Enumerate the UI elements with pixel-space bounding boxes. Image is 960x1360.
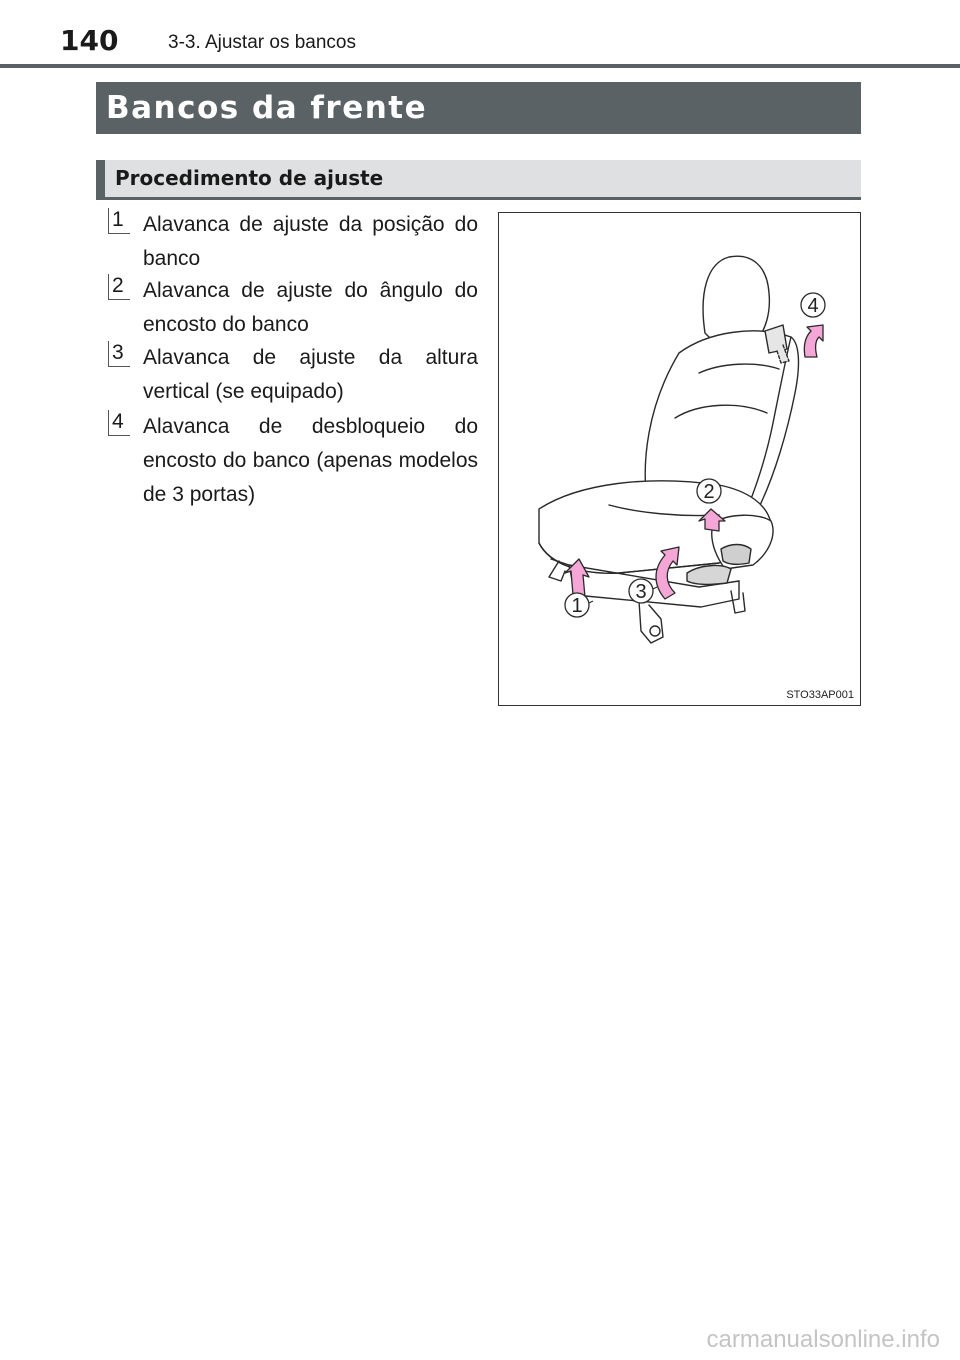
callout-label-2: 2 [703, 481, 715, 503]
callout-label-4: 4 [807, 295, 819, 317]
running-header: 3-3. Ajustar os bancos [168, 32, 356, 53]
item-text: Alavanca de ajuste da altura vertical (se equipado) [143, 346, 478, 403]
arrow-4 [804, 325, 823, 357]
subsection-title: Procedimento de ajuste [115, 166, 384, 190]
list-item [108, 341, 478, 409]
page-number: 140 [60, 24, 119, 57]
seat-drawing [499, 213, 860, 705]
list-item [108, 208, 478, 276]
seat-illustration [498, 212, 861, 706]
headrest-shape [703, 256, 769, 341]
callout-label-1: 1 [571, 595, 583, 617]
item-number: 2 [108, 274, 130, 300]
item-text: Alavanca de ajuste da posição do banco [143, 213, 478, 270]
section-title: Bancos da frente [106, 90, 428, 126]
subsection-heading-bar [96, 160, 861, 200]
header-rule [0, 64, 960, 68]
item-text: Alavanca de ajuste do ângulo do encosto do banco [143, 279, 478, 336]
list-item [108, 410, 478, 512]
callout-label-3: 3 [635, 581, 647, 603]
item-number: 3 [108, 341, 130, 367]
item-number: 1 [108, 208, 130, 234]
watermark: carmanualsonline.info [706, 1326, 940, 1353]
item-number: 4 [108, 410, 130, 436]
figure-code: STO33AP001 [786, 689, 854, 701]
section-heading-bar [96, 82, 861, 134]
list-item [108, 274, 478, 342]
item-text: Alavanca de desbloqueio do encosto do banco (apenas modelos de 3 portas) [143, 415, 478, 506]
